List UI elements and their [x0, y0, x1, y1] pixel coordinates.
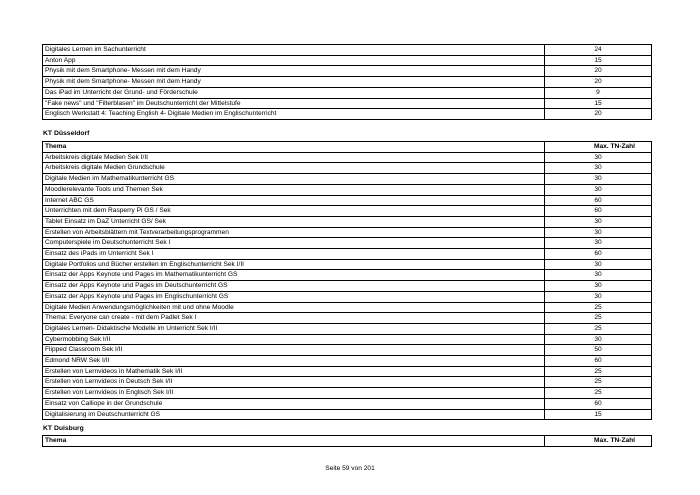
cell-max-tn: 60 — [545, 356, 652, 367]
cell-max-tn: 30 — [545, 238, 652, 249]
cell-thema: Einsatz der Apps Keynote und Pages im Englischunterricht GS — [43, 291, 545, 302]
table-row — [43, 174, 652, 185]
cell-max-tn: 25 — [545, 323, 652, 334]
table-row — [43, 291, 652, 302]
table-row — [43, 249, 652, 260]
cell-thema: Englisch Werkstatt 4: Teaching English 4- Digitale Medien im Englischunterricht — [43, 109, 545, 120]
table-row — [43, 259, 652, 270]
cell-thema: Digitales Lernen im Sachunterricht — [43, 45, 545, 56]
cell-max-tn: 25 — [545, 313, 652, 324]
cell-max-tn: 9 — [545, 87, 652, 98]
duisburg-table-body — [43, 436, 652, 447]
cell-thema: Digitale Medien im Mathematikunterricht GS — [43, 174, 545, 185]
cell-max-tn: 25 — [545, 366, 652, 377]
cell-thema: Physik mit dem Smartphone- Messen mit dem Handy — [43, 66, 545, 77]
cell-max-tn: 20 — [545, 77, 652, 88]
table-row — [43, 345, 652, 356]
cell-max-tn: 15 — [545, 98, 652, 109]
cell-thema: Tablet Einsatz im DaZ Unterricht GS/ Sek — [43, 216, 545, 227]
cell-max-tn: 15 — [545, 55, 652, 66]
cell-max-tn: 25 — [545, 302, 652, 313]
cell-max-tn: 30 — [545, 270, 652, 281]
table-row — [43, 238, 652, 249]
cell-max-tn: 15 — [545, 409, 652, 420]
cell-thema: Digitales Lernen- Didaktische Modelle im Unterricht Sek I/II — [43, 323, 545, 334]
cell-max-tn: 25 — [545, 388, 652, 399]
duesseldorf-table — [42, 141, 652, 420]
table-row — [43, 98, 652, 109]
cell-max-tn: 30 — [545, 174, 652, 185]
cell-max-tn: 30 — [545, 163, 652, 174]
cell-thema: Arbeitskreis digitale Medien Grundschule — [43, 163, 545, 174]
cell-max-tn: 30 — [545, 334, 652, 345]
cell-thema: Einsatz der Apps Keynote und Pages im Deutschunterricht GS — [43, 281, 545, 292]
cell-thema: Einsatz von Calliope in der Grundschule — [43, 398, 545, 409]
cell-max-tn: 30 — [545, 216, 652, 227]
cell-thema: Internet ABC GS — [43, 195, 545, 206]
table-header-row — [43, 142, 652, 153]
cell-thema: Einsatz des iPads im Unterricht Sek I — [43, 249, 545, 260]
cell-thema: Digitale Medien Anwendungsmöglichkeiten mit und ohne Moodle — [43, 302, 545, 313]
table-row — [43, 184, 652, 195]
cell-thema: Flipped Classroom Sek I/II — [43, 345, 545, 356]
table-row — [43, 206, 652, 217]
cell-max-tn: 60 — [545, 206, 652, 217]
cell-max-tn: 20 — [545, 66, 652, 77]
cell-thema: Edmond NRW Sek I/II — [43, 356, 545, 367]
table-row — [43, 270, 652, 281]
cell-thema: Einsatz der Apps Keynote und Pages im Mathematikunterricht GS — [43, 270, 545, 281]
duisburg-table — [42, 435, 652, 447]
section-title-duisburg: KT Duisburg — [43, 425, 84, 432]
cell-thema: Cybermobbing Sek I/II — [43, 334, 545, 345]
cell-max-tn: 20 — [545, 109, 652, 120]
cell-thema: Digitalisierung im Deutschunterricht GS — [43, 409, 545, 420]
table-row — [43, 195, 652, 206]
cell-max-tn: 50 — [545, 345, 652, 356]
cell-max-tn: 30 — [545, 259, 652, 270]
table-row — [43, 66, 652, 77]
table-row — [43, 323, 652, 334]
table-header-row — [43, 436, 652, 447]
table-row — [43, 388, 652, 399]
cell-max-tn: 60 — [545, 249, 652, 260]
table-row — [43, 356, 652, 367]
cell-thema: Erstellen von Lernvideos in Mathematik Sek I/II — [43, 366, 545, 377]
cell-max-tn: 30 — [545, 281, 652, 292]
cell-max-tn: 30 — [545, 184, 652, 195]
cell-max-tn: 24 — [545, 45, 652, 56]
cell-thema: Erstellen von Lernvideos in Englisch Sek I/II — [43, 388, 545, 399]
cell-max-tn: 30 — [545, 227, 652, 238]
table-row — [43, 366, 652, 377]
top-table — [42, 44, 652, 120]
table-row — [43, 55, 652, 66]
cell-thema: Digitale Portfolios und Bücher erstellen im Englischunterricht Sek I/II — [43, 259, 545, 270]
top-table-body — [43, 45, 652, 120]
table-row — [43, 77, 652, 88]
table-row — [43, 334, 652, 345]
cell-thema: Anton App — [43, 55, 545, 66]
cell-max-tn: 60 — [545, 195, 652, 206]
cell-thema: Thema: Everyone can create - mit dem Padlet Sek I — [43, 313, 545, 324]
table-row — [43, 409, 652, 420]
table-row — [43, 87, 652, 98]
table-row — [43, 216, 652, 227]
cell-thema: Computerspiele im Deutschunterricht Sek I — [43, 238, 545, 249]
cell-max-tn: 30 — [545, 291, 652, 302]
table-row — [43, 109, 652, 120]
page-number: Seite 59 von 201 — [325, 465, 375, 472]
table-row — [43, 313, 652, 324]
cell-max-tn: 60 — [545, 398, 652, 409]
cell-thema: Physik mit dem Smartphone- Messen mit dem Handy — [43, 77, 545, 88]
cell-thema: Erstellen von Lernvideos in Deutsch Sek I/II — [43, 377, 545, 388]
table-row — [43, 163, 652, 174]
cell-thema: Unterrichten mit dem Rasperry Pi GS / Sek — [43, 206, 545, 217]
table-row — [43, 227, 652, 238]
table-row — [43, 152, 652, 163]
table-row — [43, 45, 652, 56]
cell-thema: Erstellen von Arbeitsblättern mit Textverarbeitungsprogrammen — [43, 227, 545, 238]
table-row — [43, 281, 652, 292]
header-max-tn: Max. TN-Zahl — [545, 142, 652, 153]
header-thema: Thema — [43, 142, 545, 153]
duesseldorf-table-body — [43, 142, 652, 420]
table-row — [43, 377, 652, 388]
table-row — [43, 302, 652, 313]
cell-thema: Arbeitskreis digitale Medien Sek I/II — [43, 152, 545, 163]
header-max-tn: Max. TN-Zahl — [545, 436, 652, 447]
section-title-duesseldorf: KT Düsseldorf — [43, 130, 90, 137]
cell-thema: Moodlerelevante Tools und Themen Sek — [43, 184, 545, 195]
header-thema: Thema — [43, 436, 545, 447]
cell-thema: Das iPad im Unterricht der Grund- und Förderschule — [43, 87, 545, 98]
cell-max-tn: 30 — [545, 152, 652, 163]
table-row — [43, 398, 652, 409]
cell-max-tn: 25 — [545, 377, 652, 388]
cell-thema: "Fake news" und "Filterblasen" im Deutschunterricht der Mittelstufe — [43, 98, 545, 109]
